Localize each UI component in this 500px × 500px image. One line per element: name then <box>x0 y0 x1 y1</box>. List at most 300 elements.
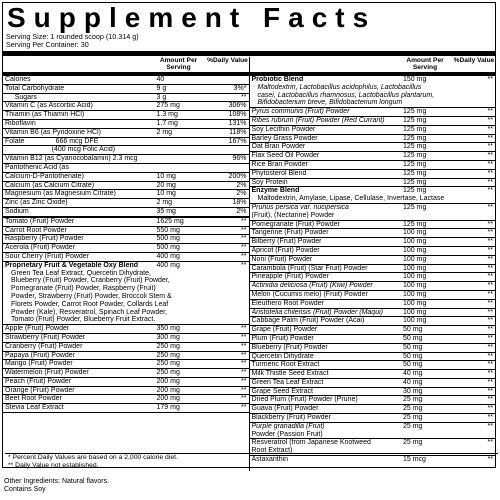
ingredient-row <box>250 414 496 423</box>
ingredient-row <box>3 76 249 85</box>
ingredient-dv: ** <box>487 361 493 369</box>
ingredient-dv: ** <box>487 387 493 395</box>
ingredient-name: Pomegranate (Fruit) Powder <box>251 220 340 228</box>
ingredient-amount: 300 mg <box>156 333 180 341</box>
ingredient-amount: 1.7 mg <box>156 119 178 127</box>
ingredient-row <box>3 227 249 236</box>
ingredient-amount: 200 mg <box>156 377 180 385</box>
blend-ingredient-line: Green Tea Leaf Extract, Quercetin Dihydrate, <box>11 269 151 277</box>
ingredient-name: Mango (Fruit) Powder <box>5 360 73 368</box>
ingredient-dv: ** <box>487 439 493 447</box>
ingredient-row <box>3 387 249 396</box>
ingredient-dv: ** <box>487 160 493 168</box>
ingredient-amount: 250 mg <box>156 360 180 368</box>
ingredient-row <box>250 335 496 344</box>
ingredient-amount: 200 mg <box>156 386 180 394</box>
ingredient-name: Carambola (Fruit) (Star Fruit) Powder <box>251 264 368 272</box>
ingredient-dv: ** <box>241 325 247 333</box>
ingredient-row <box>3 111 249 120</box>
ingredient-amount: 100 mg <box>403 255 427 263</box>
ingredient-dv: 2% <box>236 207 247 215</box>
blend-ingredient-line: Maltodextrin, Amylase, Lipase, Cellulase, Invertase, Lactase <box>257 195 445 203</box>
ingredient-dv: ** <box>241 244 247 252</box>
ingredient-name: Calcium (as Calcium Citrate) <box>5 181 95 189</box>
blend-name: Proprietary Fruit & Vegetable Oxy Blend <box>5 261 139 269</box>
ingredient-row <box>250 238 496 247</box>
blend-ingredient-line: Tomato (Fruit) Powder, Blueberry Fruit Extract. <box>11 316 156 324</box>
ingredient-name: Soy Lecithin Powder <box>251 125 316 133</box>
ingredient-amount: 25 mg <box>403 396 423 404</box>
allergen-statement: Contains Soy <box>4 486 46 493</box>
dv-header: %Daily Value <box>207 57 248 64</box>
ingredient-dv: ** <box>241 333 247 341</box>
ingredient-dv: ** <box>487 282 493 290</box>
ingredient-name: Tangerine (Fruit) Powder <box>251 229 329 237</box>
ingredient-row <box>3 244 249 253</box>
ingredient-name: Raspberry (Fruit) Powder <box>5 235 84 243</box>
enzyme-blend <box>250 187 496 204</box>
ingredient-amount: 125 mg <box>403 203 427 211</box>
blend-ingredient-line: casei, Lactobacillus rhamnosus, Lactobacillus plantarum, <box>257 91 435 99</box>
ingredient-dv: ** <box>241 252 247 260</box>
ingredient-amount: 275 mg <box>156 102 180 110</box>
ingredient-row <box>250 170 496 179</box>
ingredient-name: Bilberry (Fruit) Powder <box>251 238 322 246</box>
ingredient-row <box>250 108 496 117</box>
ingredient-name: Soy Protein <box>251 178 288 186</box>
ingredient-name: Cranberry (Fruit) Powder <box>5 342 83 350</box>
ingredient-dv: ** <box>241 235 247 243</box>
ingredient-name-cont: (Fruit), (Nectarine) Powder <box>251 211 335 219</box>
ingredient-row <box>250 265 496 274</box>
ingredient-name: Orange (Fruit) Powder <box>5 386 75 394</box>
ingredient-name: Magnesium (as Magnesium Citrate) <box>5 190 116 198</box>
ingredient-name: Total Carbohydrate <box>5 84 65 92</box>
footnotes <box>5 453 498 470</box>
ingredient-name: Guava (Fruit) Powder <box>251 405 319 413</box>
ingredient-row <box>3 343 249 352</box>
ingredient-amount: 200 mg <box>156 395 180 403</box>
supplement-facts-panel <box>2 2 496 468</box>
ingredient-dv: ** <box>487 343 493 351</box>
ingredient-name: Riboflavin <box>5 119 36 127</box>
ingredient-amount: 250 mg <box>156 369 180 377</box>
ingredient-dv: ** <box>487 143 493 151</box>
ingredient-row <box>3 94 249 103</box>
ingredient-amount: 550 mg <box>156 226 180 234</box>
ingredient-amount: 125 mg <box>403 220 427 228</box>
ingredient-row <box>250 273 496 282</box>
ingredient-amount: 50 mg <box>403 326 423 334</box>
ingredient-name: Blackberry (Fruit) Powder <box>251 414 331 422</box>
ingredient-row <box>3 218 249 227</box>
ingredient-amount <box>157 138 213 146</box>
ingredient-name: Barley Grass Powder <box>251 134 318 142</box>
ingredient-dv: ** <box>241 351 247 359</box>
ingredient-name-cont: Powder (Passion Fruit) <box>251 430 323 438</box>
blend-dv: ** <box>487 187 493 195</box>
ingredient-name: Actinidia deliciosa (Fruit) (Kiwi) Powder <box>251 282 373 290</box>
ingredient-amount <box>157 164 213 172</box>
ingredient-dv: ** <box>241 217 247 225</box>
blend-ingredient-line: Pomegranate (Fruit) Powder, Raspberry (Fruit) <box>11 285 156 293</box>
ingredient-row <box>3 208 249 218</box>
ingredient-name: Calcium-D-Pantothenate) <box>5 172 84 180</box>
ingredient-name: Noni (Fruit) Powder <box>251 255 313 263</box>
footnote-not-established: ** Daily Value not established. <box>8 461 99 469</box>
ingredient-amount: 250 mg <box>156 351 180 359</box>
ingredient-dv: ** <box>241 226 247 234</box>
ingredient-name: Folate 666 mcg DFE <box>5 137 99 145</box>
right-column <box>250 57 496 471</box>
ingredient-name: Eleuthero Root Powder <box>251 299 324 307</box>
ingredient-amount: 30 mg <box>403 387 423 395</box>
ingredient-amount: 100 mg <box>403 229 427 237</box>
ingredient-dv: ** <box>487 152 493 160</box>
ingredient-name: Vitamin C (as Ascorbic Acid) <box>5 102 93 110</box>
ingredient-name: Pantothenic Acid (as <box>5 163 69 171</box>
ingredient-row <box>250 300 496 309</box>
ingredient-dv: ** <box>241 93 247 101</box>
ingredient-dv: ** <box>487 229 493 237</box>
divider-thick <box>3 51 495 56</box>
ingredient-row <box>3 146 249 155</box>
blend-name: Enzyme Blend <box>251 187 300 195</box>
ingredient-name: Carrot Root Powder <box>5 226 67 234</box>
ingredient-dv: 118% <box>229 128 247 136</box>
ingredient-amount: 2 mg <box>156 199 173 207</box>
ingredient-name: Phytosterol Blend <box>251 169 307 177</box>
ingredient-dv: ** <box>487 273 493 281</box>
ingredient-name: Grape Seed Extract <box>251 387 313 395</box>
ingredient-dv <box>213 164 247 172</box>
ingredient-row <box>250 152 496 161</box>
ingredient-row <box>250 353 496 362</box>
dv-header: %Daily Value <box>453 57 495 64</box>
ingredient-name: Papaya (Fruit) Powder <box>5 351 76 359</box>
ingredient-row <box>250 143 496 152</box>
ingredient-dv: ** <box>487 317 493 325</box>
ingredient-name: Melon (Cucumis melo) (Fruit) Powder <box>251 290 368 298</box>
ingredient-row <box>3 325 249 334</box>
ingredient-amount: 25 mg <box>403 414 423 422</box>
ingredient-dv: ** <box>241 369 247 377</box>
blend-amount: 150 mg <box>403 76 427 83</box>
ingredient-name: Blueberry (Fruit) Powder <box>251 343 328 351</box>
ingredient-amount: 40 <box>156 76 165 83</box>
ingredient-dv: ** <box>487 169 493 177</box>
column-header-left <box>3 57 249 76</box>
ingredient-name: Oat Bran Powder <box>251 143 306 151</box>
ingredient-name: Sugars <box>5 93 37 101</box>
ingredient-row <box>3 378 249 387</box>
ingredient-name: Sour Cherry (Fruit) Powder <box>5 252 90 260</box>
ingredient-amount: 400 mg <box>156 252 180 260</box>
blend-ingredient-line: Florets Powder, Carrot Root Powder, Collards Leaf <box>11 300 169 308</box>
ingredient-dv: ** <box>241 377 247 385</box>
ingredient-name: Turmeric Root Extract <box>251 361 320 369</box>
ingredient-dv: ** <box>487 220 493 228</box>
ingredient-amount: 125 mg <box>403 178 427 186</box>
ingredient-row <box>250 361 496 370</box>
other-ingredients: Other Ingredients: Natural flavors. <box>4 478 110 485</box>
ingredient-row <box>250 309 496 318</box>
ingredient-name: Resveratrol (from Japanese Knotweed <box>251 439 371 447</box>
ingredient-dv: 18% <box>232 199 247 207</box>
ingredient-amount: 179 mg <box>156 404 180 412</box>
ingredient-row <box>250 423 496 440</box>
ingredient-row <box>250 247 496 256</box>
ingredient-dv: ** <box>487 108 493 116</box>
blend-ingredient-line: Bifidobacterium breve, Bifidobacterium longum <box>257 99 403 107</box>
ingredient-dv: ** <box>487 203 493 211</box>
ingredient-row <box>3 129 249 138</box>
serving-size: Serving Size: 1 rounded scoop (10.314 g) <box>6 32 139 41</box>
ingredient-amount: 50 mg <box>403 334 423 342</box>
ingredient-name: Watermelon (Fruit) Powder <box>5 369 89 377</box>
ingredient-dv: ** <box>487 308 493 316</box>
ingredient-row <box>250 326 496 335</box>
ingredient-dv: ** <box>241 404 247 412</box>
ingredient-name: Stevia Leaf Extract <box>5 404 64 412</box>
ingredient-name: Apricot (Fruit) Powder <box>251 246 320 254</box>
ingredient-row <box>3 164 249 173</box>
ingredient-row <box>3 352 249 361</box>
blend-ingredient-line: Blueberry (Fruit) Powder, Cranberry (Fruit) Powder, <box>11 277 170 285</box>
ingredient-name: Green Tea Leaf Extract <box>251 378 324 386</box>
ingredient-dv: 2% <box>236 181 247 189</box>
amount-header: Amount Per Serving <box>406 57 444 71</box>
ingredient-name-cont: Root Extract) <box>251 447 293 455</box>
ingredient-name: Beet Root Powder <box>5 395 62 403</box>
ingredient-dv: ** <box>487 246 493 254</box>
ingredient-amount: 50 mg <box>403 343 423 351</box>
blend-dv: ** <box>487 76 493 83</box>
ingredient-name: Pyrus communis (Fruit) Powder <box>251 108 350 116</box>
ingredient-name: Acerola (Fruit) Powder <box>5 244 76 252</box>
ingredient-row <box>3 120 249 129</box>
ingredient-amount: 100 mg <box>403 282 427 290</box>
ingredient-row <box>250 204 496 221</box>
ingredient-dv: 108% <box>228 111 247 119</box>
ingredient-row <box>3 404 249 413</box>
ingredient-dv: ** <box>487 352 493 360</box>
ingredient-name: Vitamin B12 (as Cyanocobalamin) 2.3 mcg <box>5 155 138 163</box>
ingredient-dv <box>213 146 247 154</box>
below-panel <box>4 478 109 494</box>
ingredient-amount: 100 mg <box>403 308 427 316</box>
ingredient-row <box>250 388 496 397</box>
ingredient-row <box>3 369 249 378</box>
ingredient-name: Sodium <box>5 207 29 215</box>
ingredient-amount: 2 mg <box>156 128 173 136</box>
ingredient-name: Dried Plum (Fruit) Powder (Prune) <box>251 396 358 404</box>
ingredient-amount: 3 g <box>156 93 167 101</box>
ingredient-amount: 25 mg <box>403 405 423 413</box>
ingredient-dv: ** <box>487 405 493 413</box>
ingredient-row <box>3 235 249 244</box>
ingredient-row <box>250 317 496 326</box>
ingredient-amount: 15 mcg <box>403 456 426 464</box>
ingredient-dv: ** <box>487 326 493 334</box>
proprietary-blend <box>3 262 249 325</box>
ingredient-name: Rice Bran Powder <box>251 160 308 168</box>
ingredient-amount: 40 mg <box>403 370 423 378</box>
ingredient-amount: 100 mg <box>403 238 427 246</box>
ingredient-dv: ** <box>487 370 493 378</box>
ingredient-amount: 100 mg <box>403 273 427 281</box>
ingredient-amount: 1625 mg <box>156 217 184 225</box>
ingredient-row <box>250 135 496 144</box>
column-header-right <box>250 57 496 76</box>
ingredient-amount: 125 mg <box>403 134 427 142</box>
ingredient-amount: 125 mg <box>403 152 427 160</box>
ingredient-row <box>3 138 249 147</box>
ingredient-amount <box>157 146 213 154</box>
ingredient-dv: 131% <box>228 119 247 127</box>
blend-ingredient-line: Maltodextrin, Lactobacillus acidophilus, Lactobacillus <box>257 83 422 91</box>
ingredient-row <box>3 85 249 94</box>
ingredient-row <box>3 182 249 191</box>
ingredient-amount: 125 mg <box>403 169 427 177</box>
ingredient-name: Calories <box>5 76 31 83</box>
servings-per-container: Serving Per Container: 30 <box>6 40 89 49</box>
ingredient-amount: 40 mg <box>403 378 423 386</box>
ingredient-amount: 10 mg <box>156 190 176 198</box>
ingredient-name: Aristotelia chilensis (Fruit) Powder (Maqui) <box>251 308 383 316</box>
blend-dv: ** <box>241 261 247 269</box>
ingredient-dv: ** <box>241 342 247 350</box>
ingredient-name: Vitamin B6 (as Pyridoxine HCl) <box>5 128 101 136</box>
ingredient-dv <box>213 76 247 84</box>
ingredient-dv: ** <box>487 116 493 124</box>
ingredient-row <box>3 102 249 111</box>
ingredient-row <box>250 179 496 188</box>
ingredient-dv: ** <box>487 178 493 186</box>
ingredient-name: Ribes rubrum (Fruit) Powder (Red Currant) <box>251 116 385 124</box>
ingredient-dv: ** <box>487 396 493 404</box>
ingredient-amount: 35 mg <box>156 207 176 215</box>
ingredient-name: Pineapple (Fruit) Powder <box>251 273 329 281</box>
ingredient-amount: 500 mg <box>156 235 180 243</box>
ingredient-dv: 96% <box>232 155 247 163</box>
ingredient-name: Purple granadilla (Fruit) <box>251 422 325 430</box>
ingredient-dv: ** <box>487 134 493 142</box>
ingredient-name: Astaxanthin <box>251 456 289 464</box>
ingredient-row <box>250 229 496 238</box>
ingredient-name: Milk Thistle Seed Extract <box>251 370 329 378</box>
ingredient-amount: 100 mg <box>403 290 427 298</box>
ingredient-row <box>3 395 249 404</box>
ingredient-name: Grape (Fruit) Powder <box>251 326 318 334</box>
blend-amount: 125 mg <box>403 187 427 195</box>
ingredient-amount: 25 mg <box>403 439 423 447</box>
ingredient-amount: 250 mg <box>156 342 180 350</box>
ingredient-dv: ** <box>487 125 493 133</box>
blend-ingredient-line: Powder, Strawberry (Fruit) Powder, Broccoli Stem & <box>11 292 172 300</box>
ingredient-amount: 20 mg <box>156 181 176 189</box>
blend-amount: 400 mg <box>156 261 180 269</box>
ingredient-row <box>3 334 249 343</box>
ingredient-amount: 100 mg <box>403 246 427 254</box>
ingredient-amount: 50 mg <box>403 352 423 360</box>
ingredient-row <box>250 370 496 379</box>
ingredient-row <box>250 291 496 300</box>
ingredient-dv: ** <box>241 395 247 403</box>
ingredient-row <box>250 344 496 353</box>
ingredient-name: Prunus persica var. nucipersica <box>251 203 349 211</box>
ingredient-dv: ** <box>487 290 493 298</box>
left-column <box>3 57 250 471</box>
ingredient-amount: 125 mg <box>403 116 427 124</box>
ingredient-dv: ** <box>487 334 493 342</box>
ingredient-row <box>250 256 496 265</box>
amount-header: Amount Per Serving <box>159 57 198 71</box>
ingredient-name: Tomato (Fruit) Powder <box>5 217 75 225</box>
ingredient-dv: ** <box>487 299 493 307</box>
ingredient-dv: 200% <box>228 172 247 180</box>
ingredient-amount: 9 g <box>156 84 167 92</box>
ingredient-dv: 2% <box>236 190 247 198</box>
ingredient-amount: 100 mg <box>403 264 427 272</box>
ingredient-row <box>250 126 496 135</box>
ingredient-row <box>3 155 249 164</box>
ingredient-dv: 3%* <box>233 84 247 92</box>
ingredient-dv: 306% <box>228 102 247 110</box>
ingredient-amount: 50 mg <box>403 361 423 369</box>
ingredient-amount: 350 mg <box>156 325 180 333</box>
ingredient-row <box>250 396 496 405</box>
ingredient-name: Strawberry (Fruit) Powder <box>5 333 86 341</box>
ingredient-row <box>250 161 496 170</box>
ingredient-dv: ** <box>241 386 247 394</box>
ingredient-amount: 125 mg <box>403 108 427 116</box>
ingredient-name: Cabbage Palm (Fruit) Powder (Acai) <box>251 317 365 325</box>
ingredient-dv: ** <box>487 378 493 386</box>
ingredient-dv: ** <box>487 264 493 272</box>
ingredient-row <box>3 173 249 182</box>
ingredient-row <box>250 379 496 388</box>
ingredient-name: Plum (Fruit) Powder <box>251 334 314 342</box>
ingredient-amount: 500 mg <box>156 244 180 252</box>
blend-ingredient-line: Powder (Kale), Resveratrol, Spinach Leaf Powder, <box>11 308 168 316</box>
ingredient-dv: ** <box>487 238 493 246</box>
ingredient-dv: ** <box>487 414 493 422</box>
panel-title: Supplement Facts <box>7 3 377 33</box>
ingredient-name: Peach (Fruit) Powder <box>5 377 72 385</box>
ingredient-name: Thiamin (as Thiamin HCl) <box>5 111 85 119</box>
ingredient-dv: 167% <box>228 137 247 145</box>
ingredient-amount: 10 mg <box>156 172 176 180</box>
ingredient-name: Apple (Fruit) Powder <box>5 325 70 333</box>
ingredient-row <box>250 221 496 230</box>
blend-name: Probiotic Blend <box>251 76 304 83</box>
ingredient-amount: 100 mg <box>403 317 427 325</box>
ingredient-row <box>3 360 249 369</box>
ingredient-dv: ** <box>241 360 247 368</box>
ingredient-dv: ** <box>487 255 493 263</box>
ingredient-row <box>3 190 249 199</box>
probiotic-blend <box>250 76 496 108</box>
ingredient-row <box>250 117 496 126</box>
ingredient-dv: ** <box>487 456 493 464</box>
ingredient-row <box>3 253 249 262</box>
ingredient-amount: 125 mg <box>403 160 427 168</box>
ingredient-name: Flax Seed Oil Powder <box>251 152 320 160</box>
ingredient-row <box>3 199 249 208</box>
ingredient-amount: 25 mg <box>403 422 423 430</box>
footnote-dv: * Percent Daily Values are based on a 2,000 calorie diet. <box>8 454 178 461</box>
